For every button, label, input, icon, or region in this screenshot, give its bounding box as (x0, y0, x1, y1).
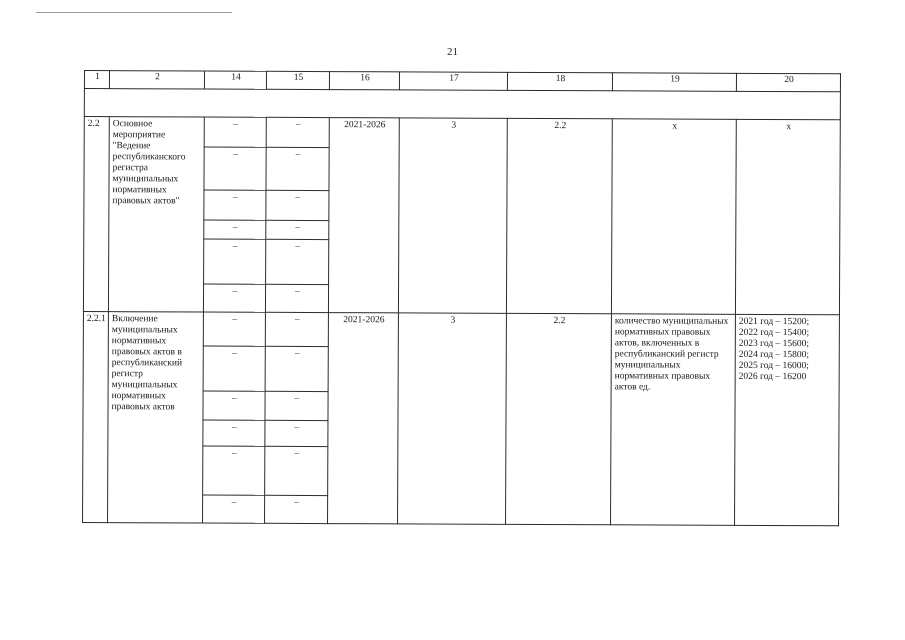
col15-cell: – (266, 240, 329, 285)
col14-cell: – (203, 420, 265, 446)
col14-cell: – (203, 391, 265, 420)
col19-indicator-cell: количество муниципальных нормативных правовых актов, включенных в республиканский регистр муниципальных нормативных правовых актов ед. (611, 314, 736, 526)
document-table (82, 70, 841, 526)
col14-cell: – (203, 446, 265, 495)
col14-cell: – (204, 239, 266, 284)
col14-cell: – (204, 190, 266, 219)
col15-cell: – (265, 312, 328, 347)
col15-cell: – (265, 446, 328, 495)
scan-artifact-line (36, 12, 232, 13)
row-name-cell: Включение муниципальных нормативных правовых актов в республиканский регистр муниципальных нормативных правовых актов (108, 312, 204, 523)
col18-cell: 2.2 (506, 313, 612, 524)
col17-cell: 3 (398, 118, 507, 314)
col15-cell: – (265, 347, 328, 392)
column-header: 18 (507, 72, 612, 90)
col15-cell: – (266, 117, 329, 147)
col15-cell: – (265, 495, 328, 523)
col19-cell: х (611, 119, 736, 315)
column-header: 19 (612, 73, 736, 91)
row-number-cell: 2.2 (83, 116, 109, 311)
table-row (84, 116, 840, 149)
col15-cell: – (266, 147, 329, 191)
col15-cell: – (266, 191, 329, 220)
col14-cell: – (203, 346, 265, 391)
col15-cell: – (265, 284, 328, 312)
col15-cell: – (265, 420, 328, 446)
column-header: 1 (84, 71, 109, 89)
col14-cell: – (203, 312, 265, 347)
col14-cell: – (204, 220, 266, 240)
col14-cell: – (204, 117, 266, 147)
col14-cell: – (203, 495, 265, 523)
col15-cell: – (265, 391, 328, 420)
table-row (83, 312, 839, 350)
empty-spacer-row (84, 88, 840, 119)
col20-cell: х (735, 119, 840, 315)
row-number-cell: 2.2.1 (83, 312, 109, 523)
column-header: 17 (399, 72, 507, 90)
page-number: 21 (447, 46, 458, 58)
col16-period-cell: 2021-2026 (328, 313, 399, 524)
col15-cell: – (266, 220, 329, 240)
column-header: 2 (109, 71, 204, 89)
document-table-wrapper (82, 70, 840, 526)
col14-cell: – (203, 284, 265, 312)
col17-cell: 3 (398, 313, 507, 524)
col14-cell: – (204, 147, 266, 191)
col20-values-cell: 2021 год – 15200; 2022 год – 15400; 2023 год – 15600; 2024 год – 15800; 2025 год – 16000; 2026 год – 16200 (735, 314, 840, 525)
empty-cell (84, 88, 840, 119)
col16-period-cell: 2021-2026 (328, 117, 399, 313)
column-header: 20 (736, 73, 840, 91)
column-header: 14 (204, 71, 266, 89)
column-header: 16 (329, 72, 399, 90)
col18-cell: 2.2 (506, 118, 612, 314)
row-name-cell: Основное мероприятие "Ведение республиканского регистра муниципальных нормативных правовых актов" (108, 116, 204, 312)
column-header: 15 (266, 71, 329, 89)
